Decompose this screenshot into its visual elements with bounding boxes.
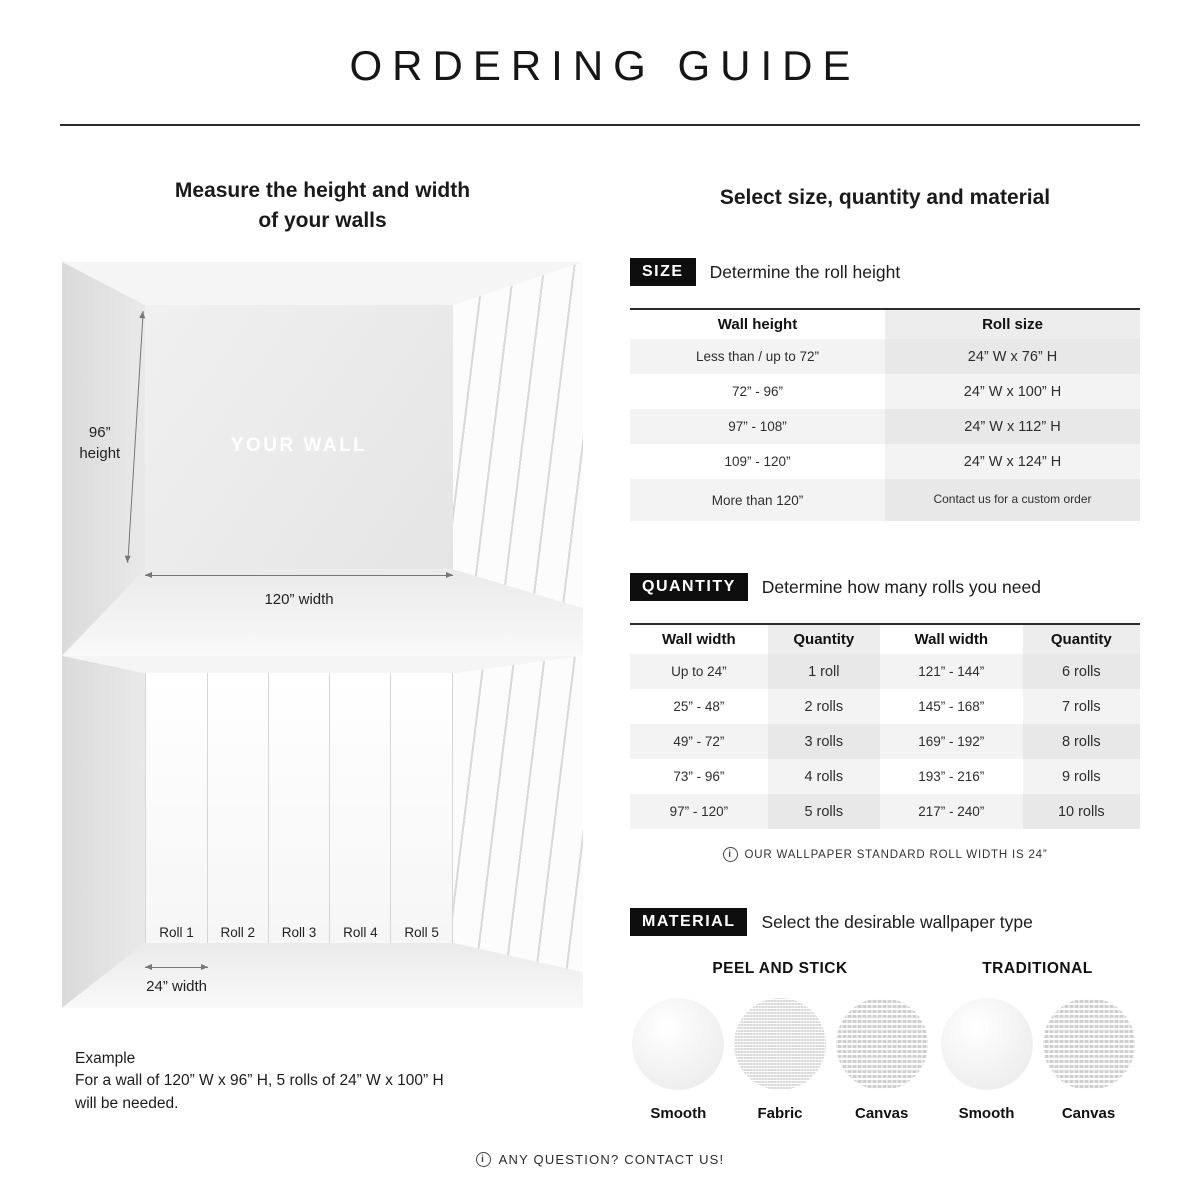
canvas-texture-swatch	[1043, 998, 1135, 1090]
roll-panel	[208, 673, 269, 942]
qty-col-wall-width-2: Wall width	[914, 631, 989, 648]
example-note	[62, 1048, 583, 1115]
qty-rolls: 2 rolls	[768, 689, 880, 724]
size-roll-size: 24” W x 76” H	[885, 339, 1140, 374]
your-wall-label: YOUR WALL	[230, 435, 368, 457]
roll-width-label: 24” width	[146, 977, 208, 995]
quantity-table	[630, 623, 1140, 829]
measure-heading-line1: Measure the height and width	[174, 179, 471, 202]
quantity-section-head	[630, 573, 1140, 601]
roll-width-note	[630, 847, 1140, 862]
quantity-title: Determine how many rolls you need	[761, 576, 1041, 597]
footer-text: ANY QUESTION? CONTACT US!	[498, 1152, 725, 1167]
qty-col-wall-width-1: Wall width	[662, 631, 736, 648]
quantity-section	[630, 573, 1140, 862]
size-title: Determine the roll height	[709, 261, 901, 282]
fabric-texture-swatch	[734, 998, 826, 1090]
qty-rolls: 8 rolls	[1023, 724, 1140, 759]
swatch-label: Smooth	[650, 1105, 707, 1122]
size-section-head	[630, 258, 1140, 286]
material-section-head	[630, 908, 1140, 936]
size-roll-size: 24” W x 124” H	[885, 444, 1140, 479]
material-group-peel-and-stick	[630, 960, 930, 1122]
swatch-smooth	[938, 998, 1035, 1122]
material-group-traditional	[935, 960, 1140, 1122]
info-icon: i	[723, 847, 738, 862]
roll-panel-label: Roll 5	[404, 924, 439, 940]
roll-panel-label: Roll 4	[343, 924, 378, 940]
roll-panel-label: Roll 2	[220, 924, 256, 940]
roll-panel	[330, 673, 391, 942]
measure-heading	[62, 176, 583, 237]
swatch-row	[630, 998, 930, 1122]
smooth-texture-swatch	[941, 998, 1033, 1090]
wall-height-value: 96”	[88, 424, 111, 442]
custom-order-text: Contact us for a custom order	[933, 492, 1092, 507]
qty-rolls: 6 rolls	[1023, 654, 1140, 689]
qty-rolls: 1 roll	[768, 654, 880, 689]
qty-wall-width: 73” - 96”	[630, 759, 768, 794]
wall-height-label	[67, 423, 132, 464]
roll-panel	[269, 673, 330, 942]
room-illustration-rolls	[62, 656, 583, 1008]
table-row	[630, 794, 1140, 829]
group-title: TRADITIONAL	[982, 960, 1093, 977]
size-wall-height: Less than / up to 72”	[630, 339, 885, 374]
size-roll-size	[885, 479, 1140, 521]
swatch-fabric	[732, 998, 829, 1122]
qty-wall-width: 97” - 120”	[630, 794, 768, 829]
qty-rolls: 9 rolls	[1023, 759, 1140, 794]
qty-col-quantity-1: Quantity	[768, 625, 880, 654]
example-line2: will be needed.	[75, 1094, 179, 1112]
size-table-header	[630, 310, 1140, 339]
roll-width-measure-arrow	[145, 967, 208, 968]
table-row	[630, 339, 1140, 374]
example-title: Example	[75, 1049, 136, 1067]
material-title: Select the desirable wallpaper type	[761, 911, 1033, 932]
select-section	[630, 186, 1140, 1122]
swatch-row	[935, 998, 1140, 1122]
measure-heading-line2: of your walls	[258, 209, 387, 233]
roll-panel	[145, 673, 207, 942]
size-badge: SIZE	[630, 258, 696, 286]
canvas-texture-swatch	[836, 998, 928, 1090]
table-row	[630, 409, 1140, 444]
roll-width-note-text: OUR WALLPAPER STANDARD ROLL WIDTH IS 24”	[744, 848, 1048, 861]
table-row	[630, 759, 1140, 794]
roll-panel-label: Roll 1	[159, 924, 194, 940]
room-illustration-your-wall	[62, 262, 583, 656]
swatch-label: Fabric	[757, 1105, 803, 1122]
qty-wall-width: 193” - 216”	[880, 759, 1023, 794]
info-icon: i	[476, 1152, 491, 1167]
table-row	[630, 444, 1140, 479]
swatch-canvas	[833, 998, 930, 1122]
page-title: ORDERING GUIDE	[349, 42, 861, 89]
qty-wall-width: 169” - 192”	[880, 724, 1023, 759]
size-wall-height: 97” - 108”	[630, 409, 885, 444]
group-title: PEEL AND STICK	[712, 960, 848, 977]
qty-col-quantity-2: Quantity	[1023, 625, 1140, 654]
size-roll-size: 24” W x 100” H	[885, 374, 1140, 409]
size-wall-height: 109” - 120”	[630, 444, 885, 479]
table-row	[630, 724, 1140, 759]
swatch-label: Smooth	[958, 1105, 1015, 1122]
swatch-smooth	[630, 998, 727, 1122]
measure-section	[62, 176, 583, 1115]
table-row	[630, 374, 1140, 409]
roll-panel-label: Roll 3	[281, 924, 317, 940]
example-line1: For a wall of 120” W x 96” H, 5 rolls of 24” W x 100” H	[75, 1072, 444, 1090]
size-roll-size: 24” W x 112” H	[885, 409, 1140, 444]
qty-wall-width: 25” - 48”	[630, 689, 768, 724]
size-table	[630, 308, 1140, 521]
wall-height-word: height	[79, 444, 121, 462]
qty-rolls: 4 rolls	[768, 759, 880, 794]
qty-wall-width: 121” - 144”	[880, 654, 1023, 689]
qty-wall-width: 49” - 72”	[630, 724, 768, 759]
quantity-badge: QUANTITY	[630, 573, 748, 601]
quantity-table-header	[630, 625, 1140, 654]
wall-width-label: 120” width	[264, 590, 334, 608]
swatch-label: Canvas	[1061, 1105, 1116, 1122]
size-col-wall-height: Wall height	[717, 316, 798, 333]
swatch-canvas	[1040, 998, 1137, 1122]
roll-panel	[391, 673, 452, 942]
table-row	[630, 654, 1140, 689]
qty-rolls: 3 rolls	[768, 724, 880, 759]
swatch-label: Canvas	[854, 1105, 909, 1122]
table-row	[630, 689, 1140, 724]
qty-rolls: 7 rolls	[1023, 689, 1140, 724]
qty-wall-width: 145” - 168”	[880, 689, 1023, 724]
footer-contact	[0, 1152, 1200, 1167]
table-row	[630, 479, 1140, 521]
size-wall-height: 72” - 96”	[630, 374, 885, 409]
size-wall-height: More than 120”	[630, 479, 885, 521]
roll-panels	[145, 673, 452, 942]
smooth-texture-swatch	[632, 998, 724, 1090]
material-badge: MATERIAL	[630, 908, 747, 936]
size-section	[630, 258, 1140, 521]
material-section	[630, 908, 1140, 1122]
size-col-roll-size: Roll size	[885, 310, 1140, 339]
qty-rolls: 5 rolls	[768, 794, 880, 829]
title-divider	[60, 124, 1140, 126]
qty-rolls: 10 rolls	[1023, 794, 1140, 829]
qty-wall-width: Up to 24”	[630, 654, 768, 689]
select-heading: Select size, quantity and material	[719, 186, 1051, 209]
qty-wall-width: 217” - 240”	[880, 794, 1023, 829]
width-measure-arrow	[145, 575, 452, 576]
material-groups	[630, 960, 1140, 1122]
